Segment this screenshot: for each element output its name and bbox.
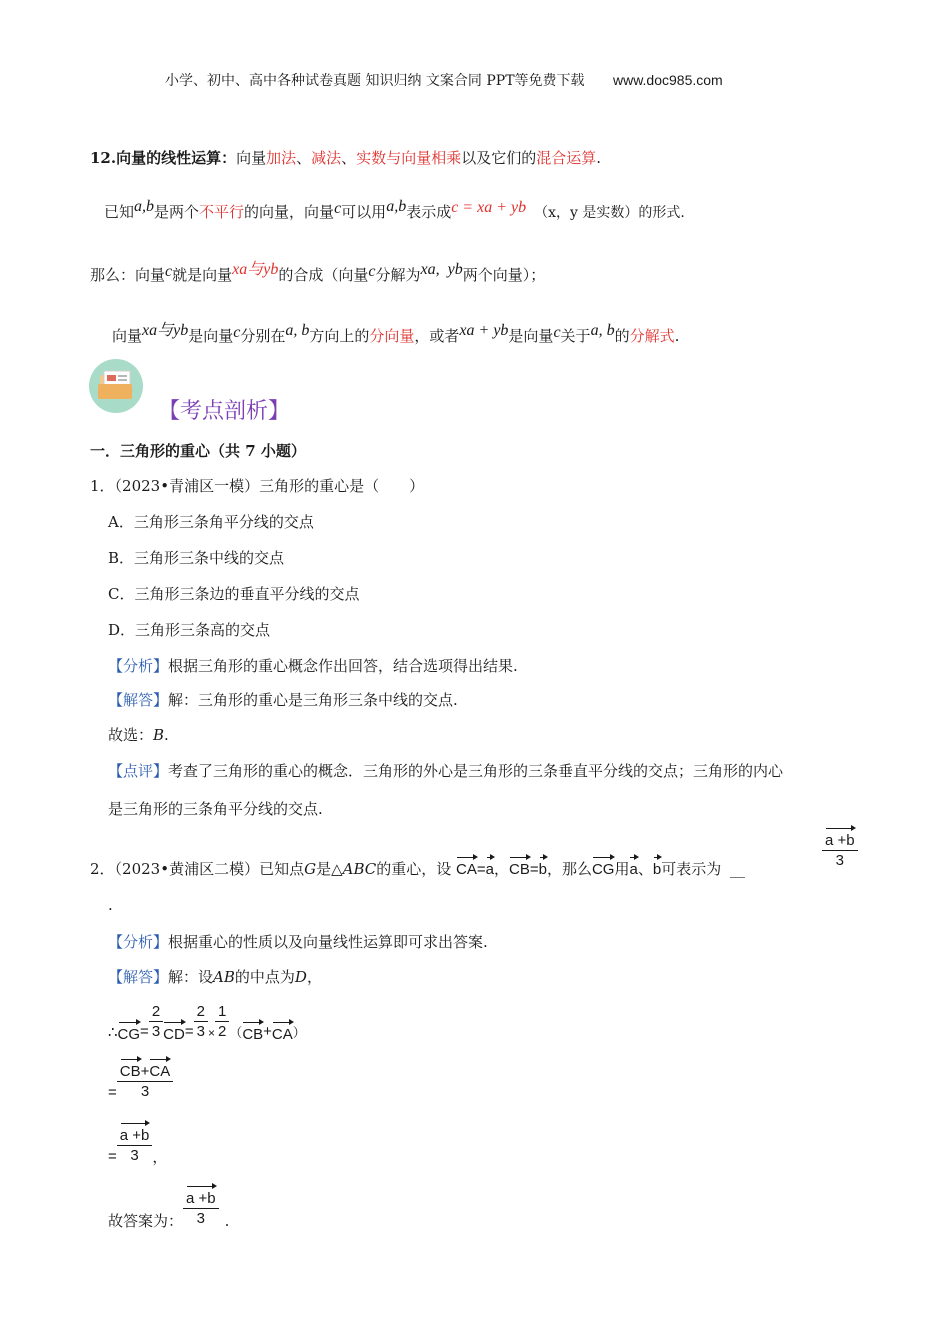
vector-b: b bbox=[539, 855, 547, 878]
derivation-line2 bbox=[108, 1056, 173, 1101]
text: 故选： bbox=[108, 726, 154, 744]
vector-cb: CB bbox=[509, 855, 530, 878]
text: 是向量 bbox=[508, 327, 554, 345]
text: 以及它们的 bbox=[461, 149, 537, 167]
text: 、 bbox=[637, 860, 653, 878]
text: ， bbox=[493, 860, 509, 878]
q2-answer-fraction bbox=[822, 826, 858, 869]
text: 的合成（向量 bbox=[278, 266, 369, 284]
numerator: 2 bbox=[194, 1003, 208, 1022]
q2-stem bbox=[90, 855, 745, 879]
fraction-cb-plus-ca-over-3 bbox=[117, 1057, 173, 1100]
text: 、 bbox=[296, 149, 312, 167]
math-c: c bbox=[165, 263, 173, 280]
vector-ca: CA bbox=[149, 1057, 170, 1080]
topic-heading: 一．三角形的重心（共 7 小题） bbox=[90, 442, 306, 460]
q1-option-a: A．三角形三条角平分线的交点 bbox=[108, 513, 314, 531]
term-mixed: 混合运算 bbox=[536, 149, 597, 167]
math-ab: a,b bbox=[134, 198, 155, 215]
term-add: 加法 bbox=[266, 149, 297, 167]
text: 的中点为 bbox=[234, 968, 295, 986]
answer-blank: __ bbox=[729, 860, 745, 878]
q1-choice bbox=[108, 724, 169, 745]
math-c: c bbox=[553, 324, 561, 341]
text: 方向上的 bbox=[309, 327, 370, 345]
q1-stem: 1．（2023•青浦区一模）三角形的重心是（ ） bbox=[90, 477, 425, 495]
text: 根据三角形的重心概念作出回答，结合选项得出结果. bbox=[168, 657, 518, 675]
math-d: D bbox=[294, 968, 307, 986]
text: . bbox=[674, 327, 680, 345]
text: = bbox=[140, 1023, 149, 1040]
text: 可表示为 bbox=[661, 860, 722, 878]
text: 分解为 bbox=[375, 266, 421, 284]
text: = bbox=[108, 1084, 117, 1101]
text: . bbox=[224, 1211, 230, 1230]
text: ，那么 bbox=[546, 860, 592, 878]
fraction-two-thirds bbox=[149, 1003, 163, 1040]
fraction-a-plus-b-over-3 bbox=[117, 1121, 153, 1164]
choice-value: B bbox=[153, 726, 165, 744]
text: （x，y 是实数）的形式. bbox=[534, 205, 685, 221]
text: 是两个 bbox=[154, 203, 200, 221]
denominator: 3 bbox=[130, 1147, 139, 1164]
text: 表示成 bbox=[406, 203, 452, 221]
vector-ca: CA bbox=[272, 1020, 293, 1043]
section12-line3 bbox=[90, 262, 545, 285]
q2-dot: . bbox=[108, 896, 113, 914]
q1-option-d: D．三角形三条高的交点 bbox=[108, 621, 271, 639]
vector-cg: CG bbox=[592, 855, 615, 878]
section-heading: 【考点剖析】 bbox=[158, 399, 291, 424]
text: 、 bbox=[341, 149, 357, 167]
text: ， bbox=[152, 1149, 168, 1166]
therefore-sign: ∴ bbox=[108, 1023, 118, 1041]
denominator: 3 bbox=[140, 1083, 150, 1100]
text: 根据重心的性质以及向量线性运算即可求出答案. bbox=[168, 933, 488, 951]
vector-cg: CG bbox=[118, 1020, 141, 1043]
numerator: 1 bbox=[215, 1003, 229, 1022]
numerator: 2 bbox=[149, 1003, 163, 1022]
vector-a-plus-b: a +b bbox=[120, 1121, 150, 1144]
math-ab: a, b bbox=[590, 322, 615, 339]
section12-line2 bbox=[104, 198, 685, 222]
final-answer bbox=[108, 1180, 229, 1231]
text: . bbox=[164, 726, 169, 744]
q1-option-c: C．三角形三条边的垂直平分线的交点 bbox=[108, 585, 360, 603]
text: + bbox=[140, 1063, 150, 1080]
text: 是向量 bbox=[188, 327, 234, 345]
math-c-expr: c = xa + yb bbox=[451, 199, 527, 216]
text: ） bbox=[292, 1025, 306, 1040]
math-c: c bbox=[233, 324, 241, 341]
text: 解：三角形的重心是三角形三条中线的交点. bbox=[168, 691, 458, 709]
denominator: 3 bbox=[835, 852, 844, 869]
answer-tag: 【解答】 bbox=[108, 691, 169, 709]
analysis-tag: 【分析】 bbox=[108, 657, 169, 675]
vector-a: a bbox=[629, 855, 637, 878]
header-url[interactable]: www.doc985.com bbox=[612, 72, 723, 88]
text: 两个向量）； bbox=[462, 266, 546, 284]
math-c: c bbox=[334, 200, 342, 217]
denominator: 2 bbox=[217, 1023, 227, 1040]
math-ab: AB bbox=[213, 968, 235, 986]
vector-a: a bbox=[486, 855, 494, 878]
text: 的向量，向量 bbox=[244, 203, 335, 221]
text: 已知 bbox=[104, 203, 135, 221]
math-xa-yb: xa与yb bbox=[232, 261, 279, 278]
vector-a-plus-b: a +b bbox=[186, 1184, 216, 1207]
folder-icon bbox=[88, 358, 144, 414]
text: 考查了三角形的重心的概念．三角形的外心是三角形的三条垂直平分线的交点；三角形的内心 bbox=[168, 762, 784, 780]
denominator: 3 bbox=[196, 1210, 205, 1227]
text: = bbox=[184, 1023, 194, 1040]
text: 向量 bbox=[112, 327, 143, 345]
text: 那么：向量 bbox=[90, 266, 166, 284]
math-g: G bbox=[304, 860, 317, 878]
term-component: 分向量 bbox=[369, 327, 415, 345]
text: 分别在 bbox=[240, 327, 286, 345]
text: 就是向量 bbox=[172, 266, 233, 284]
text: + bbox=[263, 1023, 272, 1040]
q1-analysis bbox=[108, 655, 518, 676]
denominator: 3 bbox=[196, 1023, 205, 1040]
math-ab: a, b bbox=[285, 322, 310, 339]
vector-ca: CA bbox=[456, 855, 477, 878]
math-xa-plus-yb: xa + yb bbox=[459, 322, 509, 339]
fraction-one-half bbox=[215, 1003, 229, 1040]
section12-line4 bbox=[112, 323, 679, 346]
text: = bbox=[529, 861, 539, 878]
analysis-tag: 【分析】 bbox=[108, 933, 169, 951]
text: 是△ bbox=[316, 860, 343, 878]
times-sign: × bbox=[207, 1025, 215, 1040]
text: 关于 bbox=[560, 327, 591, 345]
vector-b: b bbox=[653, 855, 661, 878]
text: 可以用 bbox=[341, 203, 387, 221]
math-xa: xa, bbox=[420, 261, 440, 278]
math-ab: a,b bbox=[386, 198, 407, 215]
math-yb: yb bbox=[447, 261, 463, 278]
section12-title: 12.向量的线性运算： bbox=[90, 149, 237, 167]
text: 向量 bbox=[236, 149, 267, 167]
comment-tag: 【点评】 bbox=[108, 762, 169, 780]
math-abc: ABC bbox=[342, 860, 377, 878]
text: 解：设 bbox=[168, 968, 214, 986]
vector-a-plus-b: a +b bbox=[825, 826, 855, 849]
vector-cb: CB bbox=[120, 1057, 141, 1080]
q1-comment-cont: 是三角形的三条角平分线的交点. bbox=[108, 800, 323, 818]
derivation-line3 bbox=[108, 1118, 167, 1167]
text: ，或者 bbox=[414, 327, 460, 345]
fraction-a-plus-b-over-3 bbox=[183, 1184, 219, 1227]
term-nonparallel: 不平行 bbox=[199, 203, 245, 221]
text: 2．（2023•黄浦区二模）已知点 bbox=[90, 860, 305, 878]
vector-cb: CB bbox=[242, 1020, 263, 1043]
term-sub: 减法 bbox=[311, 149, 342, 167]
header-text: 小学、初中、高中各种试卷真题 知识归纳 文案合同 PPT等免费下载 bbox=[165, 73, 585, 89]
q2-answer bbox=[108, 966, 322, 987]
derivation-line1 bbox=[108, 1000, 306, 1043]
answer-tag: 【解答】 bbox=[108, 968, 169, 986]
math-xa-yb: xa与yb bbox=[142, 322, 189, 339]
q1-comment bbox=[108, 760, 783, 781]
term-decomp: 分解式 bbox=[629, 327, 675, 345]
text: = bbox=[476, 861, 486, 878]
term-scalar: 实数与向量相乘 bbox=[356, 149, 462, 167]
q2-analysis bbox=[108, 931, 488, 952]
q1-option-b: B．三角形三条中线的交点 bbox=[108, 549, 285, 567]
text: 用 bbox=[614, 860, 630, 878]
text: ， bbox=[306, 968, 322, 986]
fraction-two-thirds bbox=[194, 1003, 208, 1040]
text: = bbox=[108, 1148, 117, 1165]
section12-line1 bbox=[90, 147, 601, 168]
text: 的 bbox=[614, 327, 630, 345]
vector-cd: CD bbox=[163, 1020, 185, 1043]
math-c: c bbox=[368, 263, 376, 280]
q1-answer bbox=[108, 689, 458, 710]
text: 故答案为： bbox=[108, 1212, 184, 1230]
denominator: 3 bbox=[151, 1023, 161, 1040]
text: （ bbox=[229, 1025, 243, 1040]
text: . bbox=[596, 149, 602, 167]
text: 的重心，设 bbox=[376, 860, 452, 878]
